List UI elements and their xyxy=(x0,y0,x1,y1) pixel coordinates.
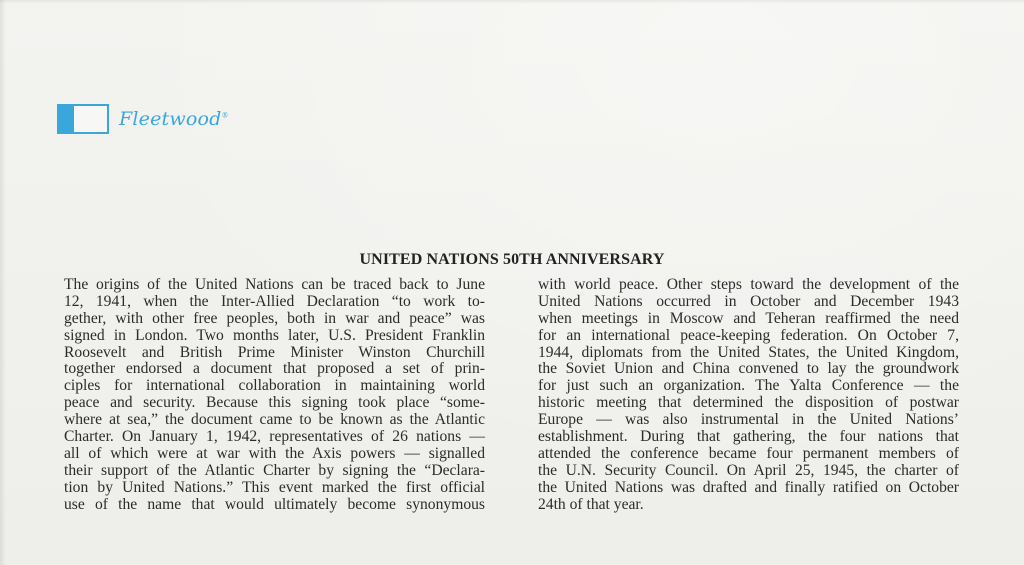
logo-wordmark xyxy=(119,108,229,130)
text-line: ciples for international collaboration in maintaining world xyxy=(64,377,485,395)
logo-registered-mark: ® xyxy=(221,111,229,120)
logo-box-fill xyxy=(59,106,74,132)
text-line: where at sea,” the document came to be known as the Atlantic xyxy=(64,411,485,429)
text-line: the Soviet Union and China convened to lay the groundwork xyxy=(538,360,959,378)
text-line: when meetings in Moscow and Teheran reaffirmed the need xyxy=(538,309,959,327)
left-text-column xyxy=(64,277,485,513)
text-line: United Nations occurred in October and December 1943 xyxy=(538,292,959,310)
text-line: Roosevelt and British Prime Minister Winston Churchill xyxy=(64,343,485,361)
right-text-column xyxy=(538,277,959,513)
text-line: 1944, diplomats from the United States, the United Kingdom, xyxy=(538,343,959,361)
text-line: historic meeting that determined the disposition of postwar xyxy=(538,394,959,412)
logo-box-icon xyxy=(57,104,109,134)
text-line: 24th of that year. xyxy=(538,495,644,513)
text-line: their support of the Atlantic Charter by signing the “Declara- xyxy=(64,461,485,479)
text-line: with world peace. Other steps toward the development of the xyxy=(538,276,959,293)
text-line: attended the conference became four permanent members of xyxy=(538,444,959,462)
text-line: Charter. On January 1, 1942, representatives of 26 nations — xyxy=(64,428,485,446)
text-line: together endorsed a document that proposed a set of prin- xyxy=(64,360,485,378)
text-line: 12, 1941, when the Inter-Allied Declaration “to work to- xyxy=(64,292,485,310)
text-line: The origins of the United Nations can be traced back to June xyxy=(64,276,485,293)
page-top-shadow xyxy=(0,0,1024,4)
logo-text: Fleetwood xyxy=(119,108,222,130)
page-title: UNITED NATIONS 50TH ANNIVERSARY xyxy=(359,251,665,268)
text-line: the U.N. Security Council. On April 25, 1945, the charter of xyxy=(538,461,959,479)
text-line: establishment. During that gathering, the four nations that xyxy=(538,428,959,446)
fleetwood-logo xyxy=(57,104,229,134)
text-line: use of the name that would ultimately become synonymous xyxy=(64,495,485,513)
text-line: the United Nations was drafted and finally ratified on October xyxy=(538,478,959,496)
text-line: for an international peace-keeping federation. On October 7, xyxy=(538,326,959,344)
text-line: tion by United Nations.” This event marked the first official xyxy=(64,478,485,496)
text-line: signed in London. Two months later, U.S. President Franklin xyxy=(64,326,485,344)
text-line: Europe — was also instrumental in the United Nations’ xyxy=(538,411,959,429)
text-line: all of which were at war with the Axis powers — signalled xyxy=(64,444,485,462)
text-line: for just such an organization. The Yalta Conference — the xyxy=(538,377,959,395)
text-line: gether, with other free peoples, both in war and peace” was xyxy=(64,309,485,327)
page-edge-shadow xyxy=(0,0,6,565)
text-line: peace and security. Because this signing took place “some- xyxy=(64,394,485,412)
